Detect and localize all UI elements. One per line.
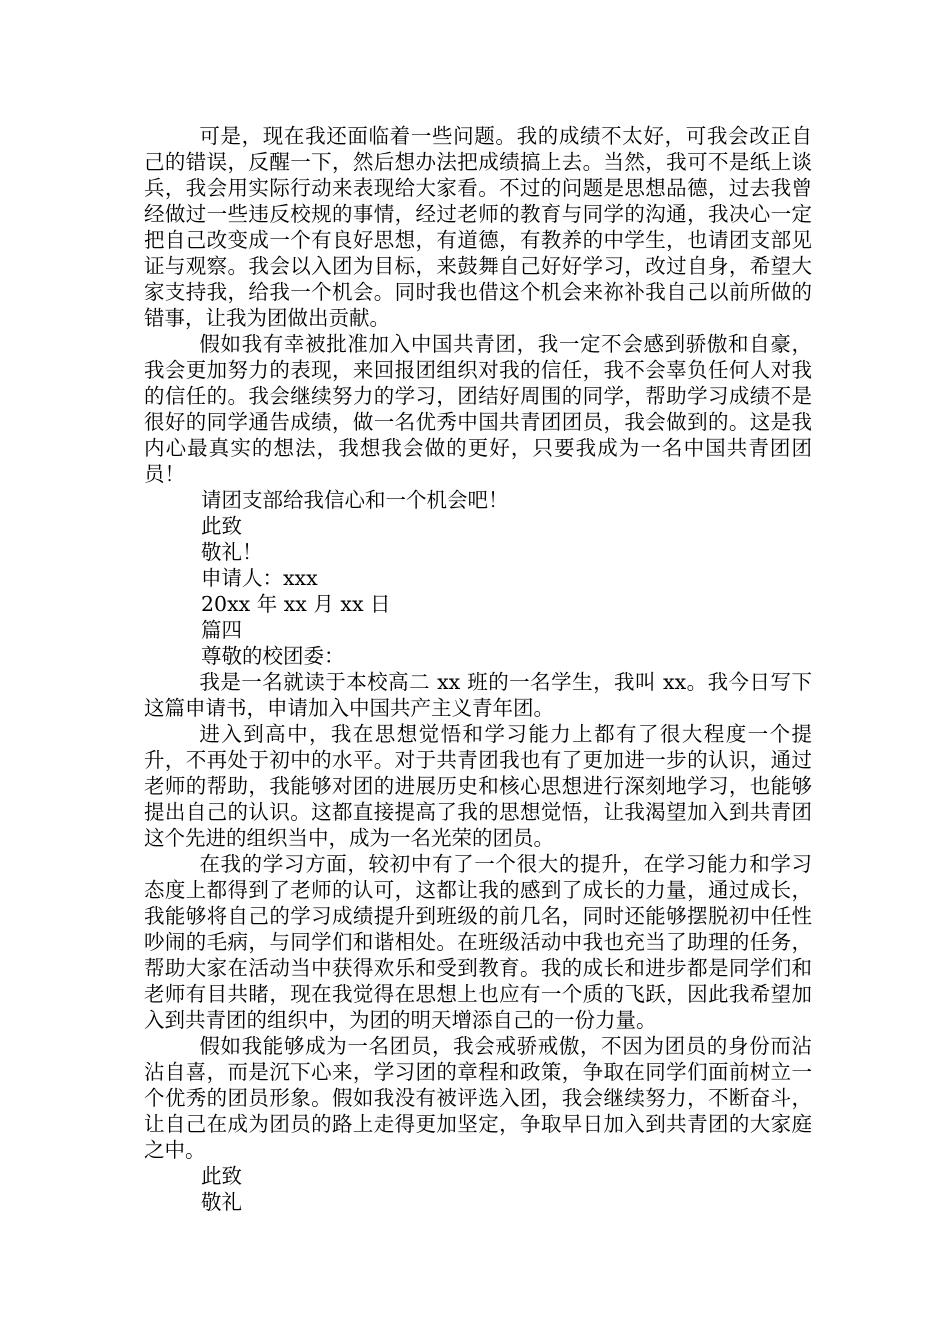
paragraph-6: 假如我能够成为一名团员，我会戒骄戒傲，不因为团员的身份而沾沾自喜，而是沉下心来，学习团的章程和政策，争取在同学们面前树立一个优秀的团员形象。假如我没有被评选入团，我会继续努力，不断奋斗，让自己在成为团员的路上走得更加坚定，争取早日加入到共青团的大家庭之中。: [144, 1034, 812, 1162]
document-body: [144, 123, 812, 1215]
section-heading-pian-si: 篇四: [201, 618, 242, 642]
paragraph-2: 假如我有幸被批准加入中国共青团，我一定不会感到骄傲和自豪，我会更加努力的表现，来回报团组织对我的信任，我不会辜负任何人对我的信任的。我会继续努力的学习，团结好周围的同学，帮助学习成绩不是很好的同学通告成绩，做一名优秀中国共青团团员，我会做到的。这是我内心最真实的想法，我想我会做的更好，只要我成为一名中国共青团团员！: [144, 332, 812, 486]
salutation-jingli: 敬礼！: [201, 540, 263, 564]
paragraph-1: 可是，现在我还面临着一些问题。我的成绩不太好，可我会改正自己的错误，反醒一下，然后想办法把成绩搞上去。当然，我可不是纸上谈兵，我会用实际行动来表现给大家看。不过的问题是思想品德，过去我曾经做过一些违反校规的事情，经过老师的教育与同学的沟通，我决心一定把自己改变成一个有良好思想，有道德，有教养的中学生，也请团支部见证与观察。我会以入团为目标，来鼓舞自己好好学习，改过自身，希望大家支持我，给我一个机会。同时我也借这个机会来祢补我自己以前所做的错事，让我为团做出贡献。: [144, 124, 812, 330]
salutation-cizhi: 此致: [201, 514, 242, 538]
date-line: 20xx 年 xx 月 xx 日: [201, 592, 391, 616]
salutation-jingli-2: 敬礼: [201, 1190, 242, 1214]
closing-request-line: 请团支部给我信心和一个机会吧！: [201, 488, 509, 512]
paragraph-3: 我是一名就读于本校高二 xx 班的一名学生，我叫 xx。我今日写下这篇申请书，申请加入中国共产主义青年团。: [144, 670, 812, 720]
applicant-line: 申请人：xxx: [201, 566, 318, 590]
paragraph-5: 在我的学习方面，较初中有了一个很大的提升，在学习能力和学习态度上都得到了老师的认可，这都让我的感到了成长的力量，通过成长，我能够将自己的学习成绩提升到班级的前几名，同时还能够摆脱初中任性吵闹的毛病，与同学们和谐相处。在班级活动中我也充当了助理的任务，帮助大家在活动当中获得欢乐和受到教育。我的成长和进步都是同学们和老师有目共睹，现在我觉得在思想上也应有一个质的飞跃，因此我希望加入到共青团的组织中，为团的明天增添自己的一份力量。: [144, 852, 812, 1032]
salutation-cizhi-2: 此致: [201, 1164, 242, 1188]
paragraph-4: 进入到高中，我在思想觉悟和学习能力上都有了很大程度一个提升，不再处于初中的水平。对于共青团我也有了更加进一步的认识，通过老师的帮助，我能够对团的进展历史和核心思想进行深刻地学习，也能够提出自己的认识。这都直接提高了我的思想觉悟，让我渴望加入到共青团这个先进的组织当中，成为一名光荣的团员。: [144, 722, 812, 850]
greeting-line: 尊敬的校团委：: [201, 644, 345, 668]
